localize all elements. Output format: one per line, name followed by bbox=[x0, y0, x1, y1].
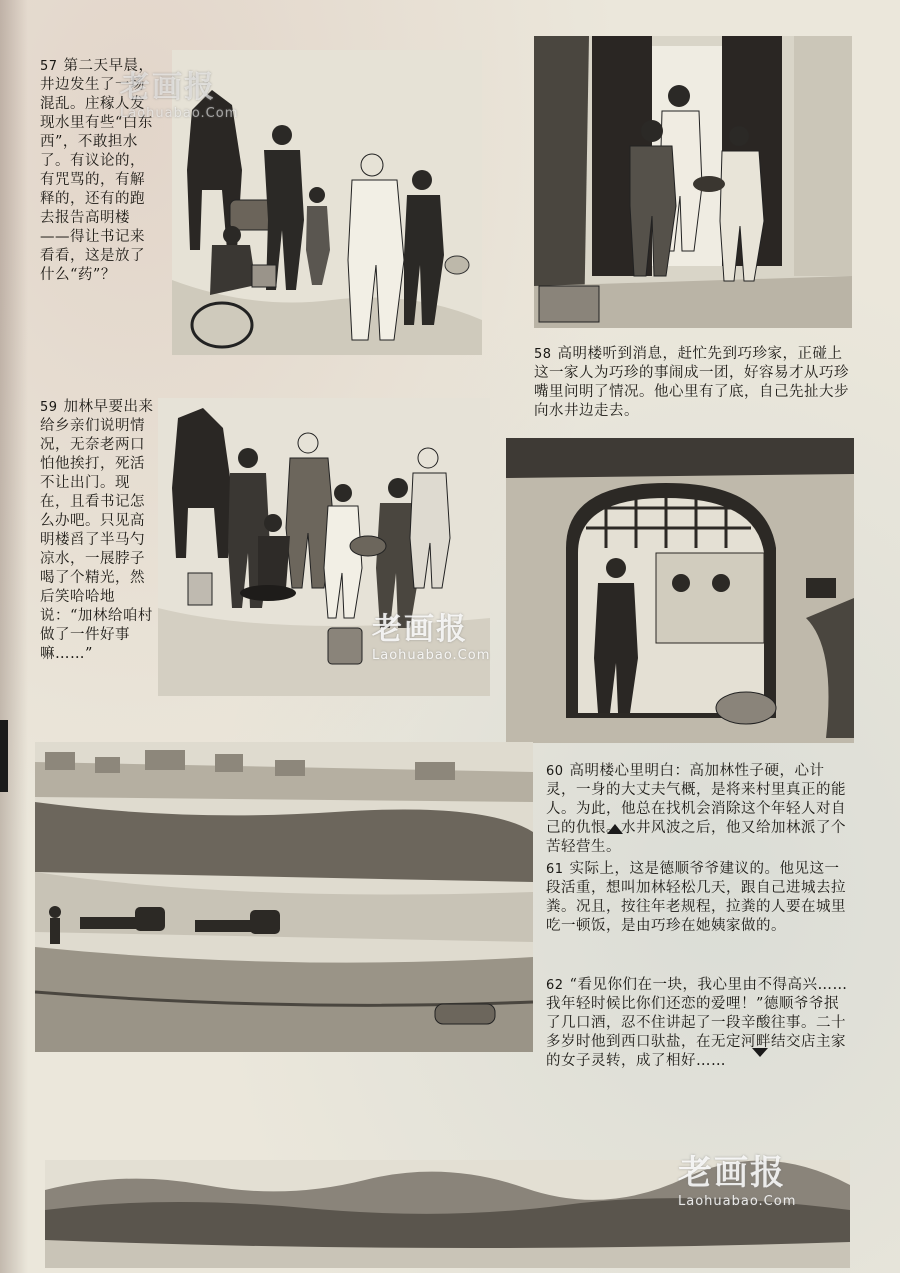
watermark-subtitle: Laohuabao.Com bbox=[120, 106, 239, 121]
caption-text: 第二天早晨，井边发生了一场混乱。庄稼人发现水里有些“白东西”，不敢担水了。有议论的，有咒骂的，有解释的，还有的跑去报告高明楼——得让书记来看看，这是放了什么“药”？ bbox=[40, 58, 154, 283]
watermark-subtitle: Laohuabao.Com bbox=[372, 648, 491, 663]
arrow-down-icon bbox=[752, 1048, 768, 1057]
caption-number: 57 bbox=[40, 59, 58, 74]
caption-number: 58 bbox=[534, 347, 552, 362]
watermark-title: 老画报 bbox=[120, 70, 216, 105]
caption-number: 60 bbox=[546, 764, 564, 779]
panel-61-illustration bbox=[35, 742, 533, 1052]
panel-58-illustration bbox=[534, 36, 852, 328]
caption-text: 加林早要出来给乡亲们说明情况，无奈老两口怕他挨打，死活不让出门。现在，且看书记怎么办吧。只见高明楼舀了半马勺凉水，一展脖子喝了个精光，然后笑哈哈地说：“加林给咱村做了一件好事嘛……” bbox=[40, 399, 154, 662]
watermark-subtitle: Laohuabao.Com bbox=[678, 1194, 797, 1209]
caption-61 bbox=[546, 860, 852, 936]
caption-60 bbox=[546, 762, 852, 857]
caption-number: 59 bbox=[40, 400, 58, 415]
caption-text: 实际上，这是德顺爷爷建议的。他见这一段活重，想叫加林轻松几天，跟自己进城去拉粪。况且，按往年老规程，拉粪的人要在城里吃一顿饭，是由巧珍在她姨家做的。 bbox=[546, 861, 846, 934]
binding-mark bbox=[0, 720, 8, 792]
caption-text: 高明楼听到消息，赶忙先到巧珍家，正碰上这一家人为巧珍的事闹成一团，好容易才从巧珍嘴里问明了情况。他心里有了底，自己先扯大步向水井边走去。 bbox=[534, 346, 849, 419]
caption-number: 62 bbox=[546, 978, 564, 993]
caption-text: 高明楼心里明白：高加林性子硬，心计灵，一身的大丈夫气概，是将来村里真正的能人。为此，他总在找机会消除这个年轻人对自己的仇恨。水井风波之后，他又给加林派了个苦轻营生。 bbox=[546, 763, 846, 855]
watermark-title: 老画报 bbox=[372, 612, 468, 647]
caption-text: “看见你们在一块，我心里由不得高兴……我年轻时候比你们还恋的爱哩！”德顺爷爷抿了几口酒，忍不住讲起了一段辛酸往事。二十多岁时他到西口驮盐，在无定河畔结交店主家的女子灵转，成了相好…… bbox=[546, 977, 848, 1069]
page-spine-shadow bbox=[0, 0, 28, 1273]
panel-60-illustration bbox=[506, 438, 854, 743]
watermark-top bbox=[120, 62, 238, 121]
caption-58 bbox=[534, 345, 852, 421]
watermark-title: 老画报 bbox=[678, 1153, 786, 1193]
watermark-bottom bbox=[678, 1145, 796, 1209]
caption-59 bbox=[40, 398, 158, 664]
caption-62 bbox=[546, 976, 852, 1071]
watermark-middle bbox=[372, 604, 490, 663]
caption-number: 61 bbox=[546, 862, 564, 877]
arrow-up-icon bbox=[607, 824, 623, 834]
